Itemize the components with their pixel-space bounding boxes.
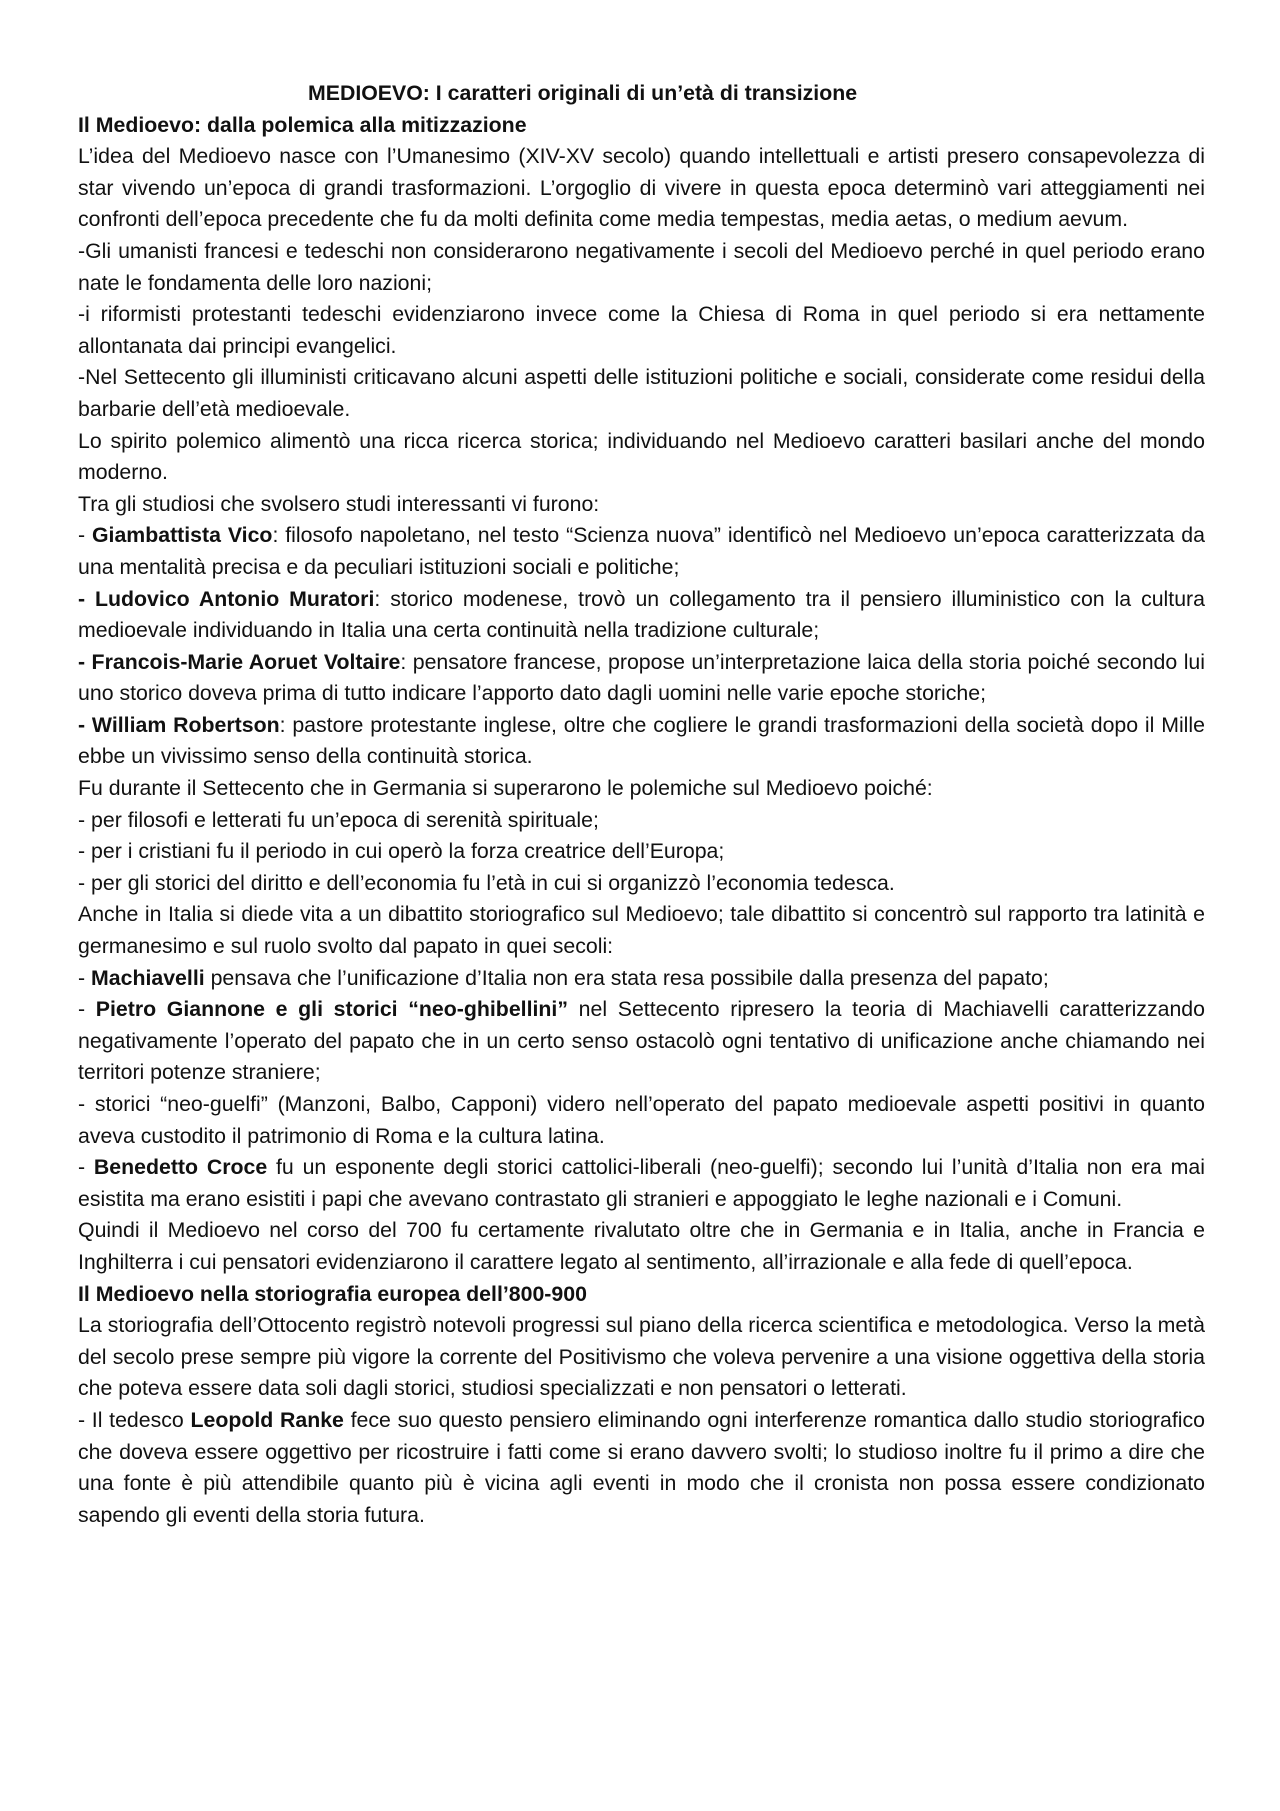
text-vico: : filosofo napoletano, nel testo “Scienza nuova” identificò nel Medioevo un’epoca caratterizzata da una mentalità precisa e da peculiari istituzioni sociali e politiche; [78, 523, 1205, 579]
name-giannone: Pietro Giannone e gli storici “neo-ghibellini” [95, 997, 568, 1022]
list-item-vico [78, 520, 1205, 583]
name-voltaire: - Francois-Marie Aoruet Voltaire [78, 649, 401, 674]
list-item-storici-diritto: - per gli storici del diritto e dell’economia fu l’età in cui si organizzò l’economia tedesca. [78, 870, 895, 895]
text-muratori: : storico modenese, trovò un collegamento tra il pensiero illuministico con la cultura medioevale individuando in Italia una certa continuità nella tradizione culturale; [78, 586, 1205, 643]
text-giannone: nel Settecento ripresero la teoria di Machiavelli caratterizzando negativamente l’operato del papato che in un certo senso ostacolò ogni tentativo di unificazione anche chiamando nei territori potenze straniere; [78, 997, 1205, 1085]
name-muratori: - Ludovico Antonio Muratori [78, 586, 375, 611]
list-item-giannone-prefix: - [78, 997, 96, 1022]
paragraph-umanisti: -Gli umanisti francesi e tedeschi non considerarono negativamente i secoli del Medioevo perché in quel periodo erano nate le fondamenta delle loro nazioni; [78, 238, 1205, 295]
paragraph-spirito-polemico: Lo spirito polemico alimentò una ricca ricerca storica; individuando nel Medioevo caratteri basilari anche del mondo moderno. [78, 428, 1205, 485]
name-croce: Benedetto Croce [93, 1155, 268, 1180]
paragraph-illuministi: -Nel Settecento gli illuministi criticavano alcuni aspetti delle istituzioni politiche e sociali, considerate come residui della barbarie dell’età medioevale. [78, 365, 1205, 421]
text-machiavelli: pensava che l’unificazione d’Italia non era stata resa possibile dalla presenza del papato; [204, 965, 1049, 990]
text-robertson: : pastore protestante inglese, oltre che cogliere le grandi trasformazioni della società dopo il Mille ebbe un vivissimo senso della continuità storica. [78, 712, 1205, 769]
list-item-voltaire [78, 647, 1205, 710]
list-item-ranke [78, 1405, 1205, 1531]
paragraph-riformisti: -i riformisti protestanti tedeschi evidenziarono invece come la Chiesa di Roma in quel periodo si era nettamente allontanata dai principi evangelici. [78, 302, 1205, 358]
list-item-neo-guelfi: - storici “neo-guelfi” (Manzoni, Balbo, Capponi) videro nell’operato del papato medioevale aspetti positivi in quanto aveva custodito il patrimonio di Roma e la cultura latina. [78, 1092, 1205, 1148]
list-item-filosofi: - per filosofi e letterati fu un’epoca di serenità spirituale; [78, 807, 599, 832]
name-machiavelli: Machiavelli [91, 965, 205, 990]
list-item-giannone [78, 994, 1205, 1089]
text-ranke: fece suo questo pensiero eliminando ogni interferenze romantica dallo studio storiografico che doveva essere oggettivo per ricostruire i fatti come si erano davvero svolti; lo studioso inoltre fu il primo a dire che una fonte è più attendibile quanto più è vicina agli eventi in modo che il cronista non possa essere condizionato sapendo gli eventi della storia futura. [78, 1407, 1205, 1527]
name-robertson: - William Robertson [78, 712, 280, 737]
list-item-ranke-prefix: - Il tedesco [78, 1407, 191, 1432]
list-item-croce-prefix: - [78, 1155, 94, 1180]
document-page [78, 78, 1205, 1531]
section-heading-polemica: Il Medioevo: dalla polemica alla mitizzazione [78, 112, 527, 137]
list-item-croce [78, 1152, 1205, 1215]
document-title: MEDIOEVO: I caratteri originali di un’età di transizione [308, 81, 858, 105]
paragraph-studiosi-intro: Tra gli studiosi che svolsero studi interessanti vi furono: [78, 491, 600, 516]
list-item-machiavelli-prefix: - [78, 965, 92, 990]
list-item-muratori [78, 584, 1205, 647]
list-item-cristiani: - per i cristiani fu il periodo in cui operò la forza creatrice dell’Europa; [78, 839, 725, 864]
paragraph-italia-dibattito: Anche in Italia si diede vita a un dibattito storiografico sul Medioevo; tale dibattito si concentrò sul rapporto tra latinità e germanesimo e sul ruolo svolto dal papato in quei secoli: [78, 902, 1205, 959]
list-item-robertson [78, 710, 1205, 773]
section-heading-storiografia: Il Medioevo nella storiografia europea dell’800-900 [78, 1281, 587, 1306]
list-item-vico-prefix: - [78, 523, 92, 548]
paragraph-rivalutazione: Quindi il Medioevo nel corso del 700 fu certamente rivalutato oltre che in Germania e in Italia, anche in Francia e Inghilterra i cui pensatori evidenziarono il carattere legato al sentimento, all’irrazionale e alla fede di quell’epoca. [78, 1218, 1205, 1274]
paragraph-umanesimo: L’idea del Medioevo nasce con l’Umanesimo (XIV-XV secolo) quando intellettuali e artisti presero consapevolezza di star vivendo un’epoca di grandi trasformazioni. L’orgoglio di vivere in questa epoca determinò vari atteggiamenti nei confronti dell’epoca precedente che fu da molti definita come media tempestas, media aetas, o medium aevum. [78, 144, 1205, 232]
paragraph-positivismo: La storiografia dell’Ottocento registrò notevoli progressi sul piano della ricerca scientifica e metodologica. Verso la metà del secolo prese sempre più vigore la corrente del Positivismo che voleva pervenire a una visione oggettiva della storia che poteva essere data soli dagli storici, studiosi specializzati e non pensatori o letterati. [78, 1313, 1205, 1401]
list-item-machiavelli [78, 963, 1205, 995]
text-voltaire: : pensatore francese, propose un’interpretazione laica della storia poiché secondo lui uno storico doveva prima di tutto indicare l’apporto dato dagli uomini nelle varie epoche storiche; [78, 649, 1205, 706]
name-vico: Giambattista Vico [91, 523, 273, 548]
paragraph-germania: Fu durante il Settecento che in Germania si superarono le polemiche sul Medioevo poiché: [78, 776, 933, 801]
text-croce: fu un esponente degli storici cattolici-liberali (neo-guelfi); secondo lui l’unità d’Italia non era mai esistita ma erano esistiti i papi che avevano contrastato gli stranieri e appoggiato le leghe nazionali e i Comuni. [78, 1155, 1205, 1211]
name-ranke: Leopold Ranke [190, 1407, 344, 1432]
